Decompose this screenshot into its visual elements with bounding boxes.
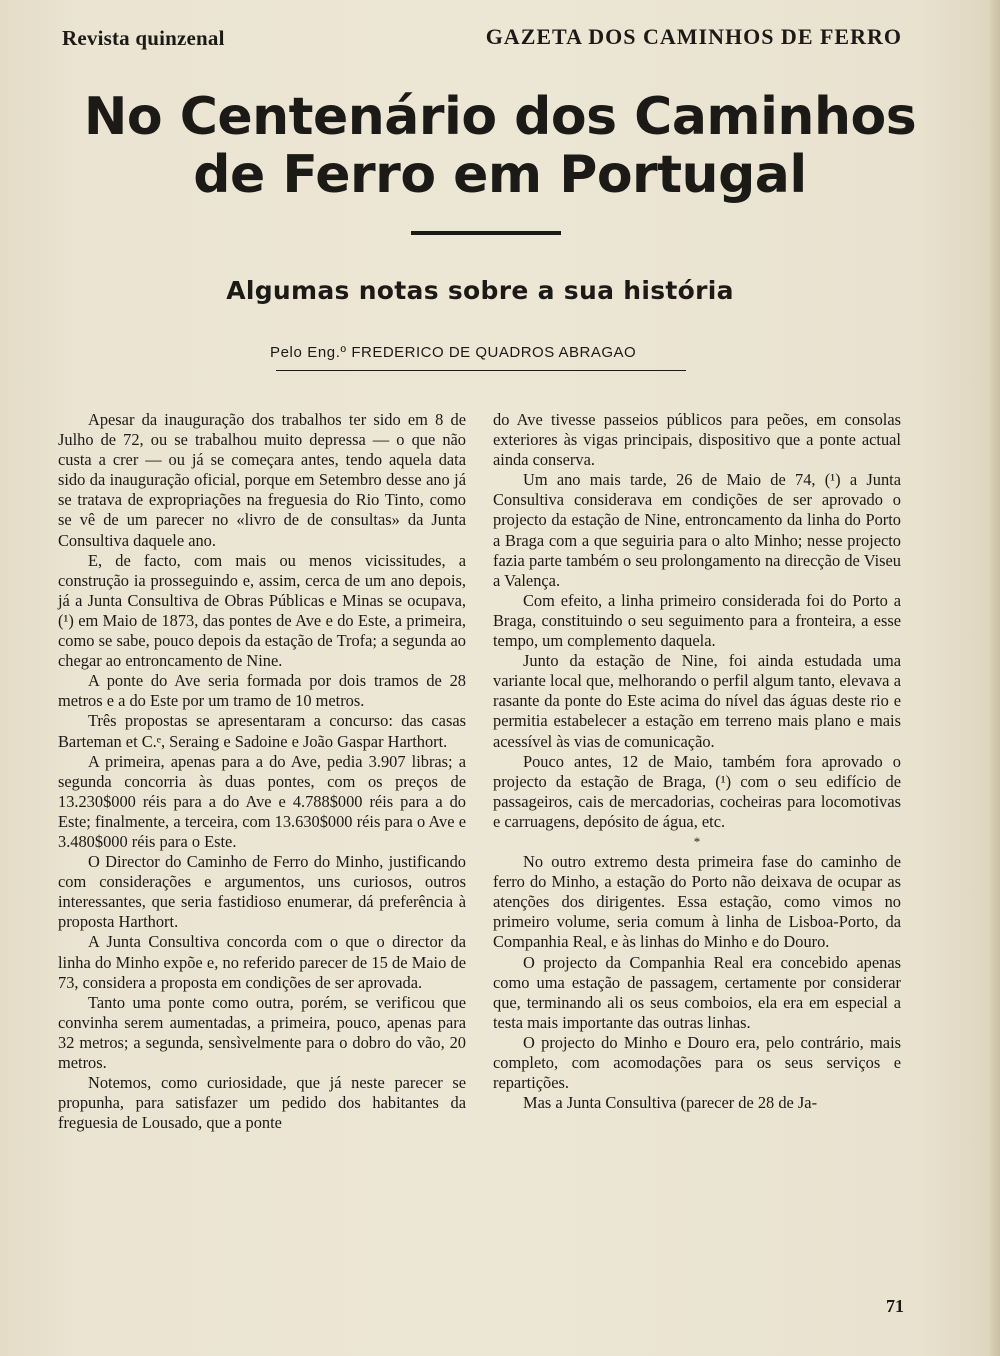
article-title-line-2: de Ferro em Portugal (193, 145, 807, 205)
paragraph: A ponte do Ave seria formada por dois tramos de 28 metros e a do Este por um tramo de 10 metros. (58, 671, 466, 711)
paragraph: Três propostas se apresentaram a concurso: das casas Barteman et C.ᵉ, Seraing e Sadoine e João Gaspar Harthort. (58, 711, 466, 751)
article-title-line-1: No Centenário dos Caminhos (83, 87, 917, 147)
paragraph: Notemos, como curiosidade, que já neste parecer se propunha, para satisfazer um pedido dos habitantes da freguesia de Lousado, que a ponte (58, 1073, 466, 1133)
left-column (58, 410, 466, 1133)
paragraph: A primeira, apenas para a do Ave, pedia 3.907 libras; a segunda concorria às duas pontes, com os preços de 13.230$000 réis para a do Ave e 4.788$000 réis para a do Este; finalmente, a terceira, com 13.630$000 réis para o Ave e 3.480$000 réis para o Este. (58, 751, 466, 851)
section-separator: * (693, 833, 701, 849)
paragraph: O Director do Caminho de Ferro do Minho, justificando com considerações e argumentos, uns curiosos, outros interessantes, que seria fastidioso enumerar, dá preferência à proposta Harthort. (58, 852, 466, 932)
paragraph: Mas a Junta Consultiva (parecer de 28 de Ja- (523, 1093, 818, 1113)
page-number: 71 (886, 1296, 904, 1316)
paragraph: O projecto do Minho e Douro era, pelo contrário, mais completo, com acomodações para os seus serviços e repartições. (493, 1032, 901, 1093)
page-edge (990, 0, 1000, 1356)
paragraph: E, de facto, com mais ou menos vicissitudes, a construção ia prosseguindo e, assim, cerca de um ano depois, já a Junta Consultiva de Obras Públicas e Minas se ocupava, (¹) em Maio de 1873, das pontes de Ave e do Este, a primeira, como se sabe, pouco depois da estação de Trofa; a segunda ao chegar ao entroncamento de Nine. (58, 550, 466, 671)
byline-title: Eng.º (307, 344, 347, 361)
byline-author: FREDERICO DE QUADROS ABRAGAO (351, 344, 637, 361)
paragraph: No outro extremo desta primeira fase do caminho de ferro do Minho, a estação do Porto não deixava de ocupar as atenções dos dirigentes. Essa estação, como vimos no primeiro volume, seria comum à linha de Lisboa-Porto, da Companhia Real, e às linhas do Minho e do Douro. (493, 852, 901, 952)
paragraph: Um ano mais tarde, 26 de Maio de 74, (¹) a Junta Consultiva considerava em condições de ser aprovado o projecto da estação de Nine, entroncamento da linha do Porto a Braga com a que seguiria para o alto Minho; nesse projecto fazia parte também o seu prolongamento na direcção de Viseu a Valença. (493, 470, 901, 590)
paragraph: O projecto da Companhia Real era concebido apenas como uma estação de passagem, certamente por considerar que, terminando ali os seus comboios, ela era em especial a testa mais importante das outras linhas. (493, 952, 901, 1032)
running-header-left: Revista quinzenal (62, 26, 225, 50)
paragraph: Com efeito, a linha primeiro considerada foi do Porto a Braga, constituindo o seu seguimento para a fronteira, a esse tempo, um complemento daquela. (493, 590, 901, 651)
paragraph: Junto da estação de Nine, foi ainda estudada uma variante local que, melhorando o perfil algum tanto, elevava a rasante da ponte do Este acima do nível das águas deste rio e permitia estabelecer a estação em terreno mais plano e mais acessível às vias de comunicação. (493, 651, 901, 751)
paragraph: Pouco antes, 12 de Maio, também fora aprovado o projecto da estação de Braga, (¹) com o seu edifício de passageiros, cais de mercadorias, cocheiras para locomotivas e carruagens, depósito de água, etc. (493, 751, 901, 831)
byline-prefix: Pelo (270, 344, 303, 361)
paragraph: do Ave tivesse passeios públicos para peões, em consolas exteriores às vigas principais, dispositivo que a ponte actual ainda conserva. (493, 410, 901, 470)
paragraph: Tanto uma ponte como outra, porém, se verificou que convinha serem aumentadas, a primeira, pouco, apenas para 32 metros; a segunda, sensìvelmente para o dobro do vão, 20 metros. (58, 992, 466, 1072)
title-divider (411, 231, 561, 235)
running-header-right: GAZETA DOS CAMINHOS DE FERRO (485, 24, 902, 49)
article-subtitle: Algumas notas sobre a sua história (226, 276, 734, 305)
byline (270, 344, 690, 361)
article-title (40, 88, 960, 204)
paragraph: A Junta Consultiva concorda com o que o director da linha do Minho expõe e, no referido parecer de 15 de Maio de 73, considera a proposta em condições de ser aprovada. (58, 932, 466, 992)
paragraph: Apesar da inauguração dos trabalhos ter sido em 8 de Julho de 72, ou se trabalhou muito depressa — o que não custa a crer — ou já se começara antes, tendo aquela data sido da inauguração oficial, porque em Setembro desse ano já se tratava de expropriações na freguesia do Rio Tinto, como se vê de um parecer no «livro de de consultas» da Junta Consultiva daquele ano. (58, 410, 466, 550)
right-column (493, 410, 901, 1113)
byline-underline (276, 370, 686, 371)
